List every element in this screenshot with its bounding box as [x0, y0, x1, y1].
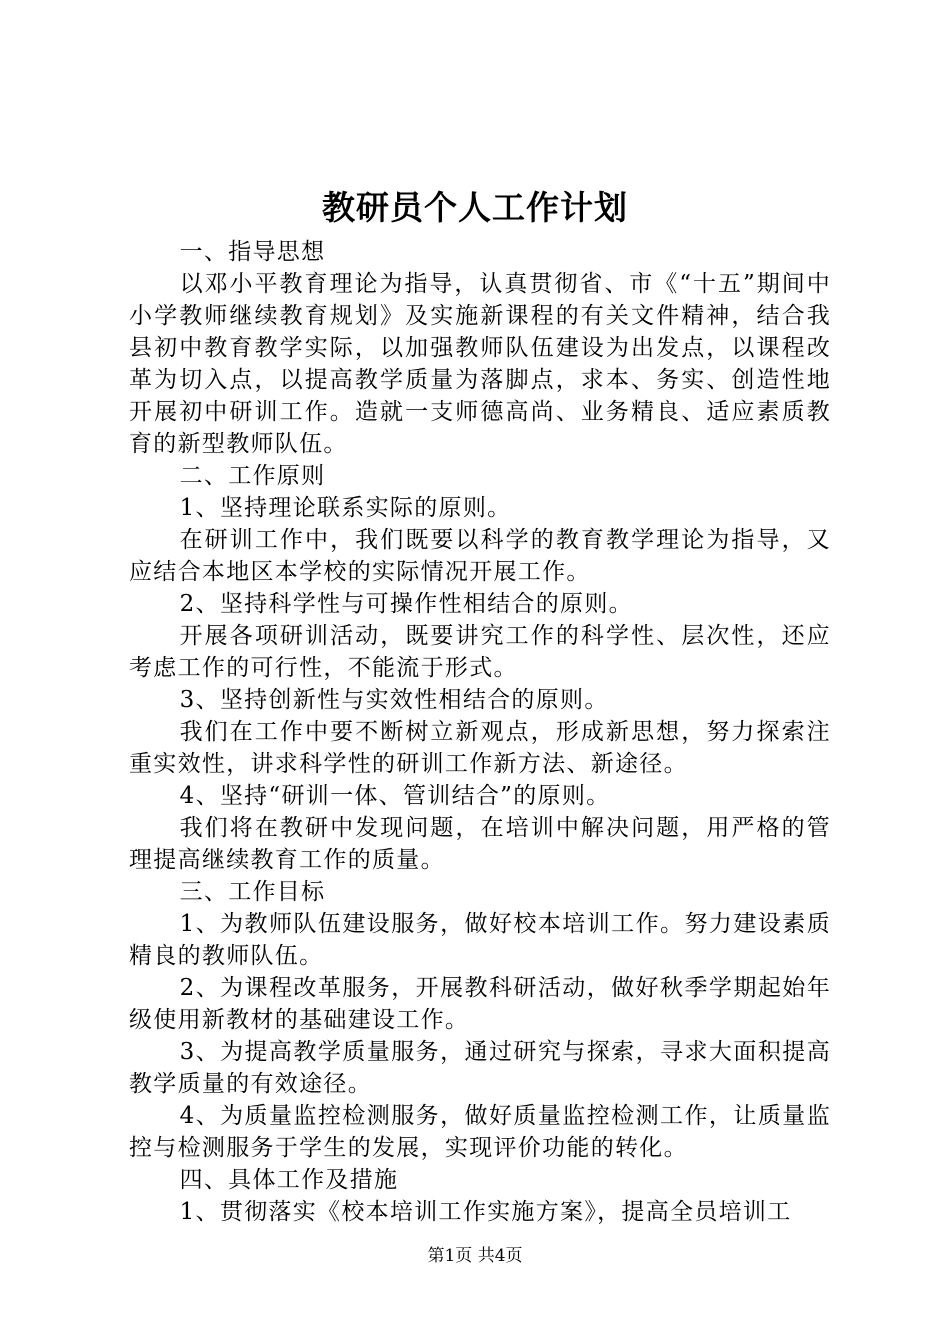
document-title: 教研员个人工作计划 [322, 188, 628, 227]
page-footer: 第1页 共4页 [427, 1246, 523, 1266]
goal-2: 2、为课程改革服务，开展教科研活动，做好秋季学期起始年级使用新教材的基础建设工作。 [129, 975, 831, 1033]
principle-1-heading: 1、坚持理论联系实际的原则。 [179, 495, 512, 521]
section-heading-specific-measures: 四、具体工作及措施 [179, 1167, 399, 1193]
principle-3-text: 我们在工作中要不断树立新观点，形成新思想，努力探索注重实效性，讲求科学性的研训工作新方法、新途径。 [129, 719, 831, 777]
principle-4-heading: 4、坚持“研训一体、管训结合”的原则。 [179, 783, 611, 809]
document-body [129, 236, 831, 1228]
goal-4: 4、为质量监控检测服务，做好质量监控检测工作，让质量监控与检测服务于学生的发展，实现评价功能的转化。 [129, 1103, 831, 1161]
goal-3: 3、为提高教学质量服务，通过研究与探索，寻求大面积提高教学质量的有效途径。 [129, 1039, 831, 1097]
principle-1-text: 在研训工作中，我们既要以科学的教育教学理论为指导，又应结合本地区本学校的实际情况开展工作。 [129, 527, 831, 585]
paragraph-guiding-ideology: 以邓小平教育理论为指导，认真贯彻省、市《“十五”期间中小学教师继续教育规划》及实施新课程的有关文件精神，结合我县初中教育教学实际，以加强教师队伍建设为出发点，以课程改革为切入点，以提高教学质量为落脚点，求本、务实、创造性地开展初中研训工作。造就一支师德高尚、业务精良、适应素质教育的新型教师队伍。 [129, 271, 831, 457]
principle-3-heading: 3、坚持创新性与实效性相结合的原则。 [179, 687, 609, 713]
principle-4-text: 我们将在教研中发现问题，在培训中解决问题，用严格的管理提高继续教育工作的质量。 [129, 815, 831, 873]
principle-2-heading: 2、坚持科学性与可操作性相结合的原则。 [179, 591, 633, 617]
section-heading-guiding-ideology: 一、指导思想 [179, 239, 326, 265]
principle-2-text: 开展各项研训活动，既要讲究工作的科学性、层次性，还应考虑工作的可行性，不能流于形式。 [129, 623, 831, 681]
section-heading-work-goals: 三、工作目标 [179, 879, 326, 905]
goal-1: 1、为教师队伍建设服务，做好校本培训工作。努力建设素质精良的教师队伍。 [129, 911, 831, 969]
measure-1: 1、贯彻落实《校本培训工作实施方案》，提高全员培训工 [179, 1199, 792, 1225]
section-heading-work-principles: 二、工作原则 [179, 463, 326, 489]
